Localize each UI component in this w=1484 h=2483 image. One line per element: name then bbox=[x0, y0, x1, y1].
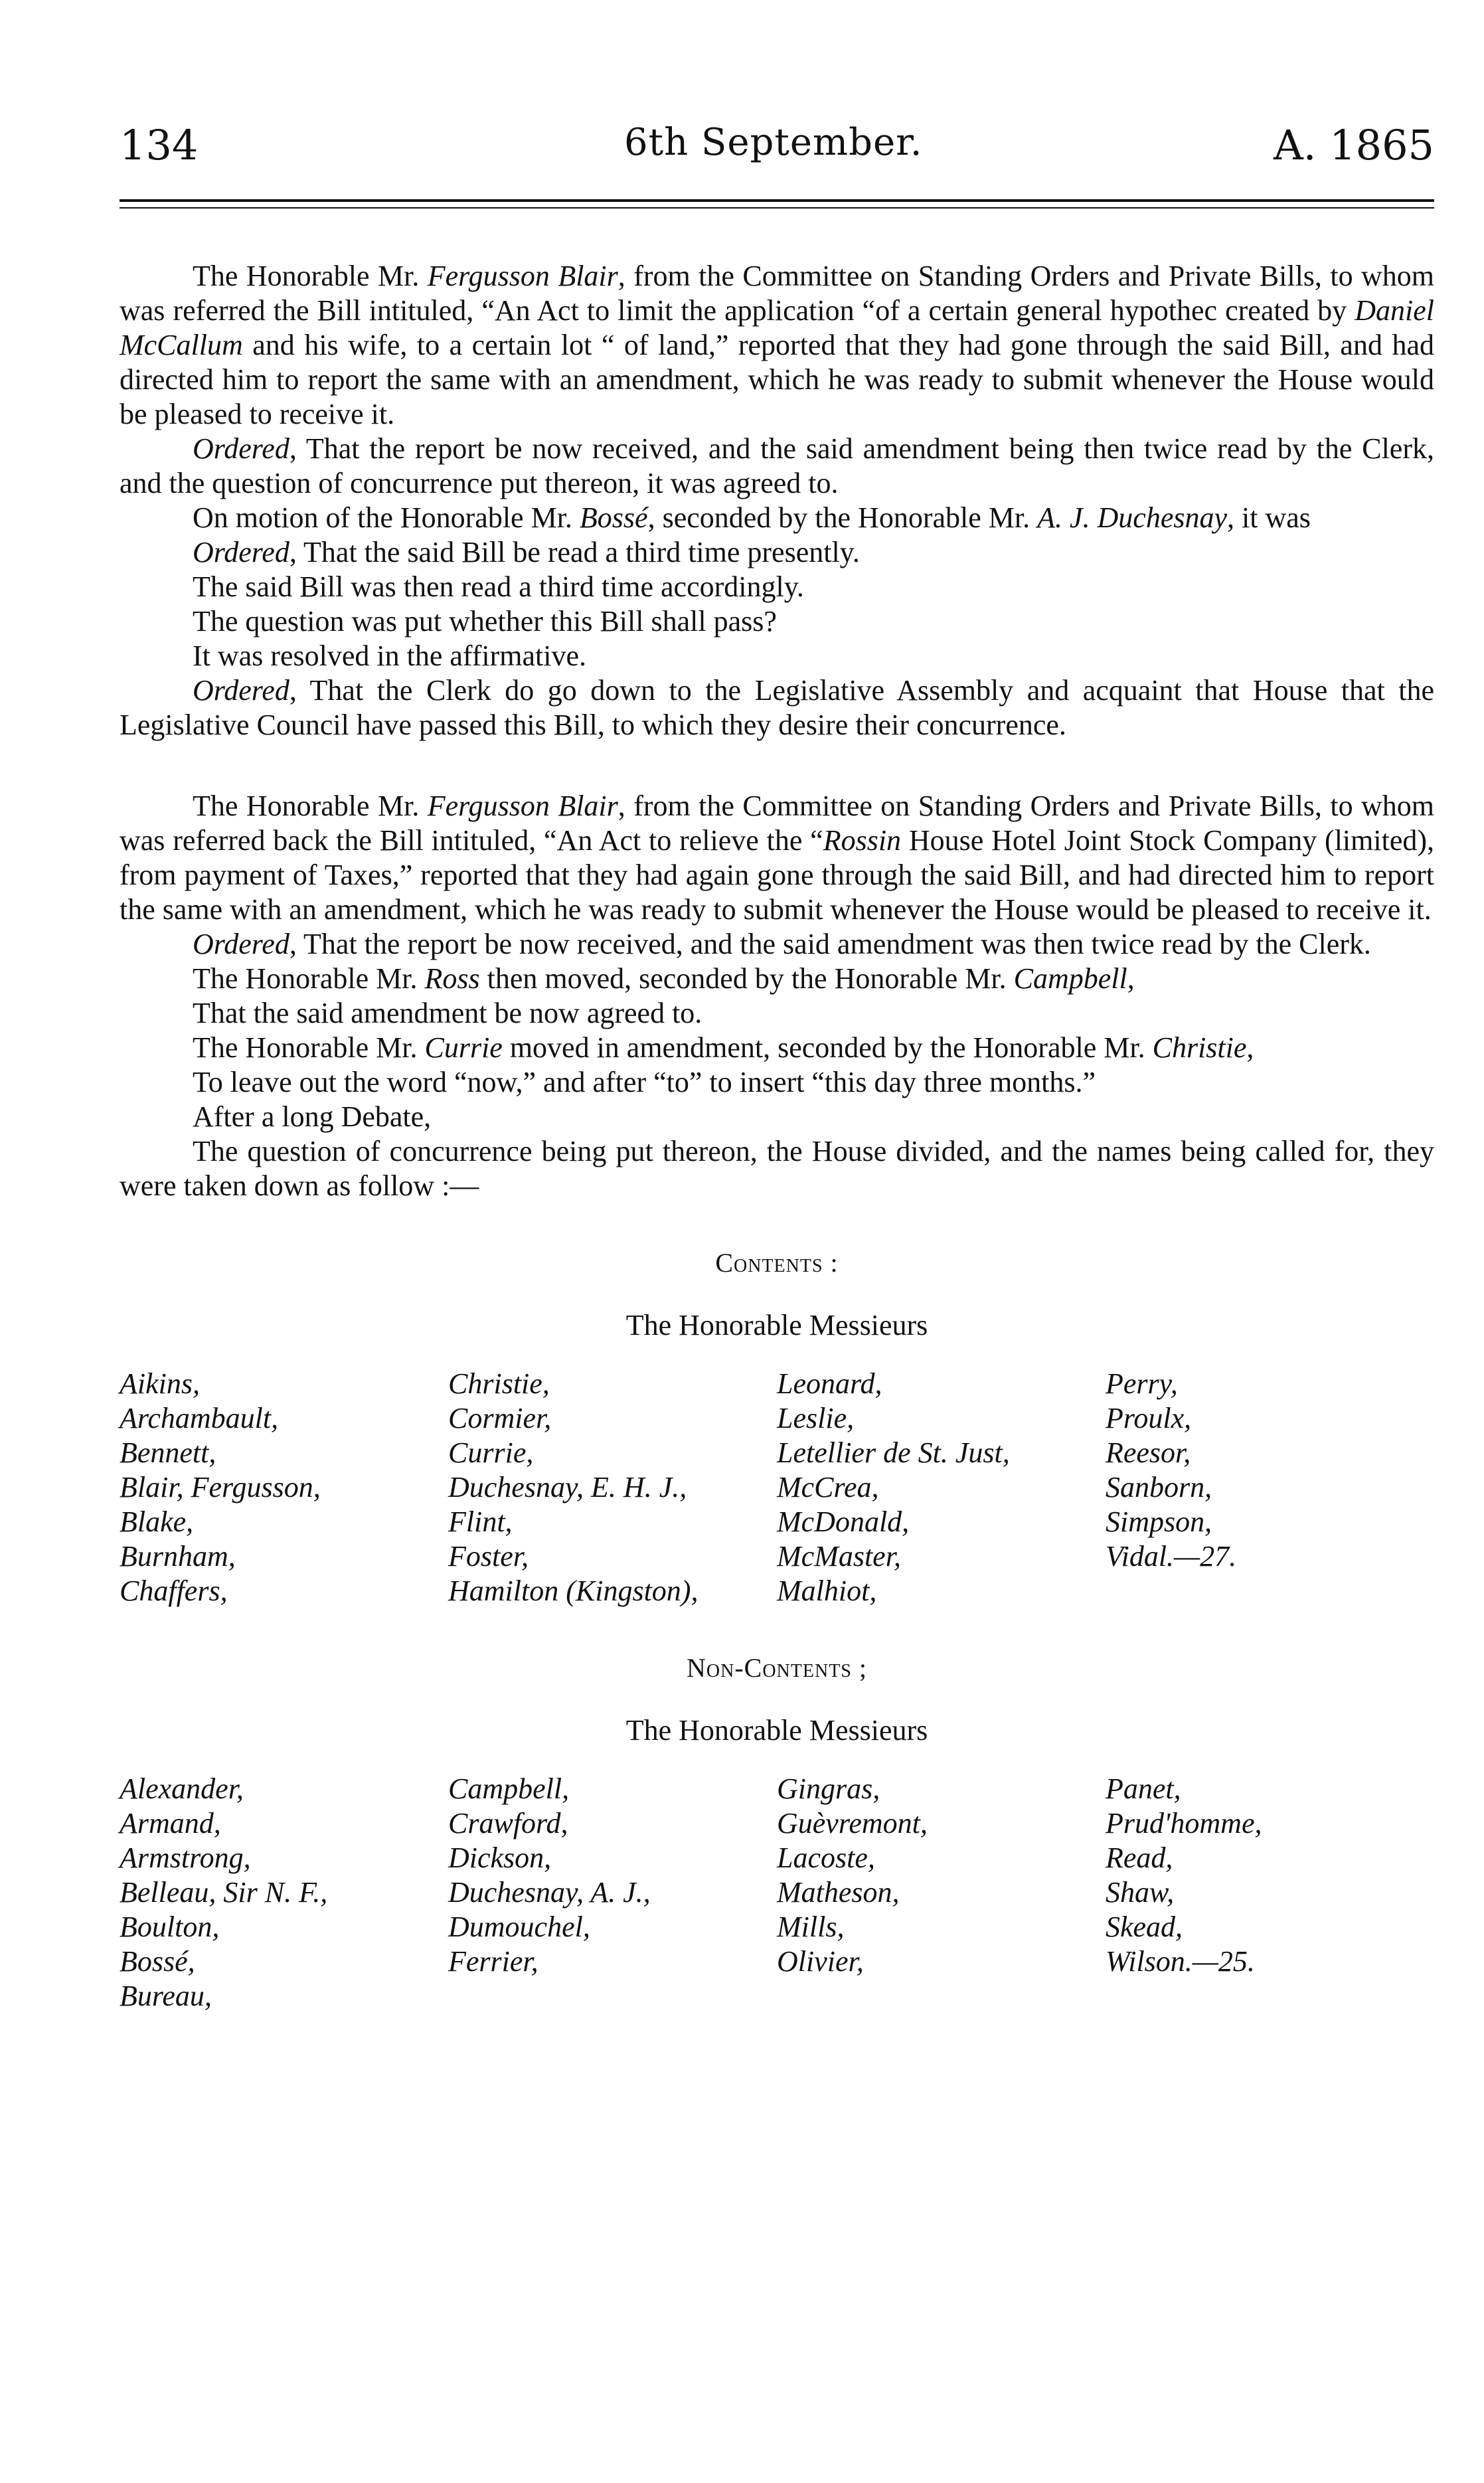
name-entry: Proulx, bbox=[1106, 1402, 1192, 1434]
name-entry: Aikins, bbox=[120, 1367, 200, 1400]
name-entry: Skead, bbox=[1106, 1911, 1183, 1943]
name-entry: Belleau, Sir N. F., bbox=[120, 1876, 328, 1909]
name-entry: Armstrong, bbox=[120, 1841, 251, 1874]
paragraph: Ordered, That the report be now received, and the said amendment being then twice read by the Clerk, and the question of concurrence put thereon, it was agreed to. bbox=[120, 432, 1434, 499]
name-entry: Christie, bbox=[448, 1367, 550, 1400]
name-entry: Sanborn, bbox=[1106, 1471, 1212, 1503]
noncontents-subheading: The Honorable Messieurs bbox=[625, 1714, 928, 1747]
name-entry: Archambault, bbox=[120, 1402, 279, 1434]
name-entry: Duchesnay, A. J., bbox=[448, 1876, 651, 1909]
name-entry bbox=[1106, 1979, 1434, 2013]
name-entry: Leslie, bbox=[777, 1402, 855, 1434]
name-entry: Armand, bbox=[120, 1807, 221, 1840]
name-entry: Guèvremont, bbox=[777, 1807, 928, 1840]
paragraph: Ordered, That the Clerk do go down to the Legislative Assembly and acquaint that House that the Legislative Council have passed this Bill, to which they desire their concurrence. bbox=[120, 674, 1434, 741]
name-entry: Duchesnay, E. H. J., bbox=[448, 1471, 687, 1503]
name-entry: Campbell, bbox=[448, 1772, 570, 1805]
name-entry: Vidal.—27. bbox=[1106, 1540, 1237, 1573]
name-entry: Mills, bbox=[777, 1911, 845, 1943]
name-entry: Currie, bbox=[448, 1436, 534, 1469]
name-entry: Letellier de St. Just, bbox=[777, 1436, 1010, 1469]
name-entry: Reesor, bbox=[1106, 1436, 1191, 1469]
name-entry: McDonald, bbox=[777, 1505, 910, 1538]
name-entry: Bossé, bbox=[120, 1945, 195, 1978]
name-entry: Alexander, bbox=[120, 1772, 244, 1805]
page-header bbox=[120, 121, 1434, 181]
contents-names-list bbox=[120, 1367, 1434, 1608]
name-entry: Lacoste, bbox=[777, 1841, 875, 1874]
paragraph: On motion of the Honorable Mr. Bossé, seconded by the Honorable Mr. A. J. Duchesnay, it was bbox=[193, 501, 1311, 534]
name-entry: Bennett, bbox=[120, 1436, 216, 1469]
paragraph: The question was put whether this Bill shall pass? bbox=[193, 605, 777, 638]
name-entry: Blake, bbox=[120, 1505, 194, 1538]
paragraph: The said Bill was then read a third time accordingly. bbox=[193, 570, 804, 603]
paragraph: The Honorable Mr. Fergusson Blair, from the Committee on Standing Orders and Private Bills, to whom was referred back the Bill intituled, “An Act to relieve the “Rossin House Hotel Joint Stock Company (limited), from payment of Taxes,” reported that they had again gone through the said Bill, and had directed him to report the same with an amendment, which he was ready to submit whenever the House would be pleased to receive it. bbox=[120, 790, 1435, 926]
name-entry: Simpson, bbox=[1106, 1505, 1212, 1538]
name-entry: Perry, bbox=[1106, 1367, 1178, 1400]
name-entry: Bureau, bbox=[120, 1980, 212, 2012]
noncontents-names-list bbox=[120, 1772, 1434, 2013]
paragraph: The Honorable Mr. Ross then moved, seconded by the Honorable Mr. Campbell, bbox=[193, 962, 1135, 995]
name-entry bbox=[448, 1979, 777, 2013]
header-rule-thin bbox=[120, 207, 1434, 209]
paragraph: Ordered, That the said Bill be read a third time presently. bbox=[193, 536, 860, 568]
document-body bbox=[120, 259, 1434, 2013]
name-entry: Hamilton (Kingston), bbox=[448, 1575, 699, 1607]
name-entry: Prud'homme, bbox=[1106, 1807, 1262, 1840]
name-entry: Dumouchel, bbox=[448, 1911, 590, 1943]
name-entry: Flint, bbox=[448, 1505, 513, 1538]
name-entry: Shaw, bbox=[1106, 1876, 1175, 1909]
name-entry: Blair, Fergusson, bbox=[120, 1471, 321, 1503]
name-entry: Malhiot, bbox=[777, 1575, 877, 1607]
paragraph: The question of concurrence being put thereon, the House divided, and the names being called for, they were taken down as follow :— bbox=[120, 1135, 1434, 1202]
name-entry: McMaster, bbox=[777, 1540, 901, 1573]
page-number: 134 bbox=[120, 121, 199, 169]
name-entry: Dickson, bbox=[448, 1841, 552, 1874]
paragraph: Ordered, That the report be now received, and the said amendment was then twice read by the Clerk. bbox=[193, 928, 1371, 960]
page-year: A. 1865 bbox=[1274, 121, 1434, 169]
name-entry bbox=[1106, 1574, 1434, 1608]
contents-heading: Contents : bbox=[715, 1248, 839, 1278]
paragraph: After a long Debate, bbox=[193, 1100, 432, 1133]
name-entry: Chaffers, bbox=[120, 1575, 228, 1607]
paragraph: The Honorable Mr. Fergusson Blair, from the Committee on Standing Orders and Private Bills, to whom was referred the Bill intituled, “An Act to limit the application “of a certain general hypothec created by Daniel McCallum and his wife, to a certain lot “ of land,” reported that they had gone through the said Bill, and had directed him to report the same with an amendment, which he was ready to submit whenever the House would be pleased to receive it. bbox=[120, 260, 1435, 430]
name-entry: Leonard, bbox=[777, 1367, 882, 1400]
paragraph: That the said amendment be now agreed to. bbox=[193, 997, 702, 1029]
name-entry: Ferrier, bbox=[448, 1945, 538, 1978]
name-entry: Cormier, bbox=[448, 1402, 552, 1434]
name-entry: Wilson.—25. bbox=[1106, 1945, 1255, 1978]
page-title: 6th September. bbox=[624, 121, 923, 164]
name-entry: Read, bbox=[1106, 1841, 1173, 1874]
name-entry: Gingras, bbox=[777, 1772, 880, 1805]
name-entry: McCrea, bbox=[777, 1471, 879, 1503]
name-entry: Boulton, bbox=[120, 1911, 220, 1943]
name-entry: Matheson, bbox=[777, 1876, 900, 1909]
noncontents-heading: Non-Contents ; bbox=[687, 1653, 867, 1683]
header-rule-thick bbox=[120, 199, 1434, 202]
name-entry: Crawford, bbox=[448, 1807, 568, 1840]
name-entry: Olivier, bbox=[777, 1945, 864, 1978]
name-entry bbox=[777, 1979, 1106, 2013]
paragraph: The Honorable Mr. Currie moved in amendment, seconded by the Honorable Mr. Christie, bbox=[193, 1031, 1254, 1064]
paragraph: It was resolved in the affirmative. bbox=[193, 640, 586, 672]
contents-subheading: The Honorable Messieurs bbox=[625, 1309, 928, 1341]
name-entry: Panet, bbox=[1106, 1772, 1181, 1805]
name-entry: Foster, bbox=[448, 1540, 529, 1573]
name-entry: Burnham, bbox=[120, 1540, 236, 1573]
paragraph: To leave out the word “now,” and after “to” to insert “this day three months.” bbox=[193, 1066, 1096, 1098]
